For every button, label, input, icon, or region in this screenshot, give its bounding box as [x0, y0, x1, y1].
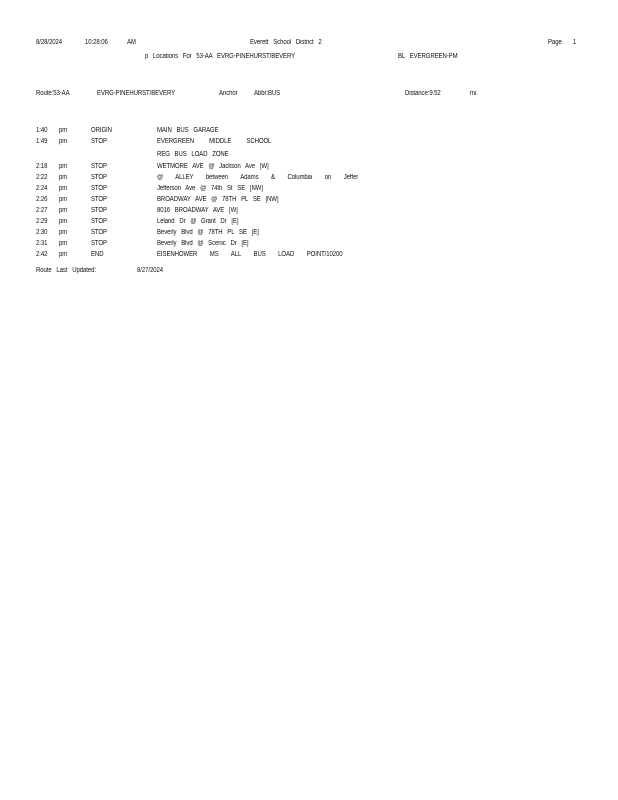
stop-time: 1:49	[36, 138, 48, 145]
stop-ampm: pm	[59, 174, 68, 181]
stop-time: 2:24	[36, 185, 48, 192]
stop-location: MAIN BUS GARAGE	[157, 127, 219, 134]
stop-location: Beverly Blvd @ 78TH PL SE [E]	[157, 229, 259, 236]
stop-ampm: pm	[59, 196, 68, 203]
stop-type: STOP	[91, 185, 107, 192]
distance-unit: mi.	[470, 90, 478, 97]
route-name: EVRG-PINEHURST/BEVERY	[97, 90, 176, 97]
stop-ampm: pm	[59, 240, 68, 247]
stop-location: BROADWAY AVE @ 78TH PL SE [NW]	[157, 196, 279, 203]
stop-time: 2:26	[36, 196, 48, 203]
footer-date: 8/27/2024	[137, 267, 164, 274]
stop-type: STOP	[91, 163, 107, 170]
stop-ampm: pm	[59, 185, 68, 192]
stop-ampm: pm	[59, 251, 68, 258]
stop-type: ORIGIN	[91, 127, 112, 134]
stop-ampm: pm	[59, 127, 68, 134]
stop-location: 8016 BROADWAY AVE [W]	[157, 207, 238, 214]
stop-location: Beverly Blvd @ Scenic Dr [E]	[157, 240, 249, 247]
stop-time: 2:42	[36, 251, 48, 258]
stop-time: 2:27	[36, 207, 48, 214]
stop-ampm: pm	[59, 218, 68, 225]
footer-label: Route Last Updated:	[36, 267, 96, 274]
report-ampm: AM	[127, 39, 136, 46]
stop-location: @ ALLEY between Adams & Columbia on Jeffer	[157, 174, 359, 181]
stop-ampm: pm	[59, 138, 68, 145]
stop-type: STOP	[91, 196, 107, 203]
stop-location: EVERGREEN MIDDLE SCHOOL	[157, 138, 272, 145]
stop-type: STOP	[91, 174, 107, 181]
stop-type: END	[91, 251, 104, 258]
stop-ampm: pm	[59, 163, 68, 170]
bl-label: BL EVERGREEN-PM	[398, 53, 458, 60]
report-date: 8/28/2024	[36, 39, 63, 46]
stop-location: Jefferson Ave @ 74th St SE [NW]	[157, 185, 263, 192]
stop-time: 2:31	[36, 240, 48, 247]
route-label: Route:53-AA	[36, 90, 70, 97]
stop-location: EISENHOWER MS ALL BUS LOAD POINT/10200	[157, 251, 343, 258]
stop-type: STOP	[91, 229, 107, 236]
stop-location: WETMORE AVE @ Jackson Ave [W]	[157, 163, 269, 170]
stop-location-detail: REG BUS LOAD ZONE	[157, 151, 229, 158]
stop-time: 2:29	[36, 218, 48, 225]
stop-time: 1:40	[36, 127, 48, 134]
distance-label: Distance:9.52	[405, 90, 441, 97]
stop-time: 2:22	[36, 174, 48, 181]
page-label: Page	[548, 39, 562, 46]
stop-time: 2:30	[36, 229, 48, 236]
stop-time: 2:18	[36, 163, 48, 170]
stop-ampm: pm	[59, 229, 68, 236]
abbr-label: Abbr:BUS	[254, 90, 281, 97]
district-name: Everett School District 2	[250, 39, 322, 46]
stop-ampm: pm	[59, 207, 68, 214]
stop-type: STOP	[91, 138, 107, 145]
page-number: 1	[573, 39, 577, 46]
anchor-label: Anchor	[219, 90, 238, 97]
stop-type: STOP	[91, 218, 107, 225]
stop-type: STOP	[91, 240, 107, 247]
report-time: 10:28:06	[85, 39, 108, 46]
stop-location: Leland Dr @ Grant Dr [E]	[157, 218, 239, 225]
stop-type: STOP	[91, 207, 107, 214]
locations-title: p Locations For 53-AA EVRG-PINEHURST/BEVERY	[145, 53, 296, 60]
